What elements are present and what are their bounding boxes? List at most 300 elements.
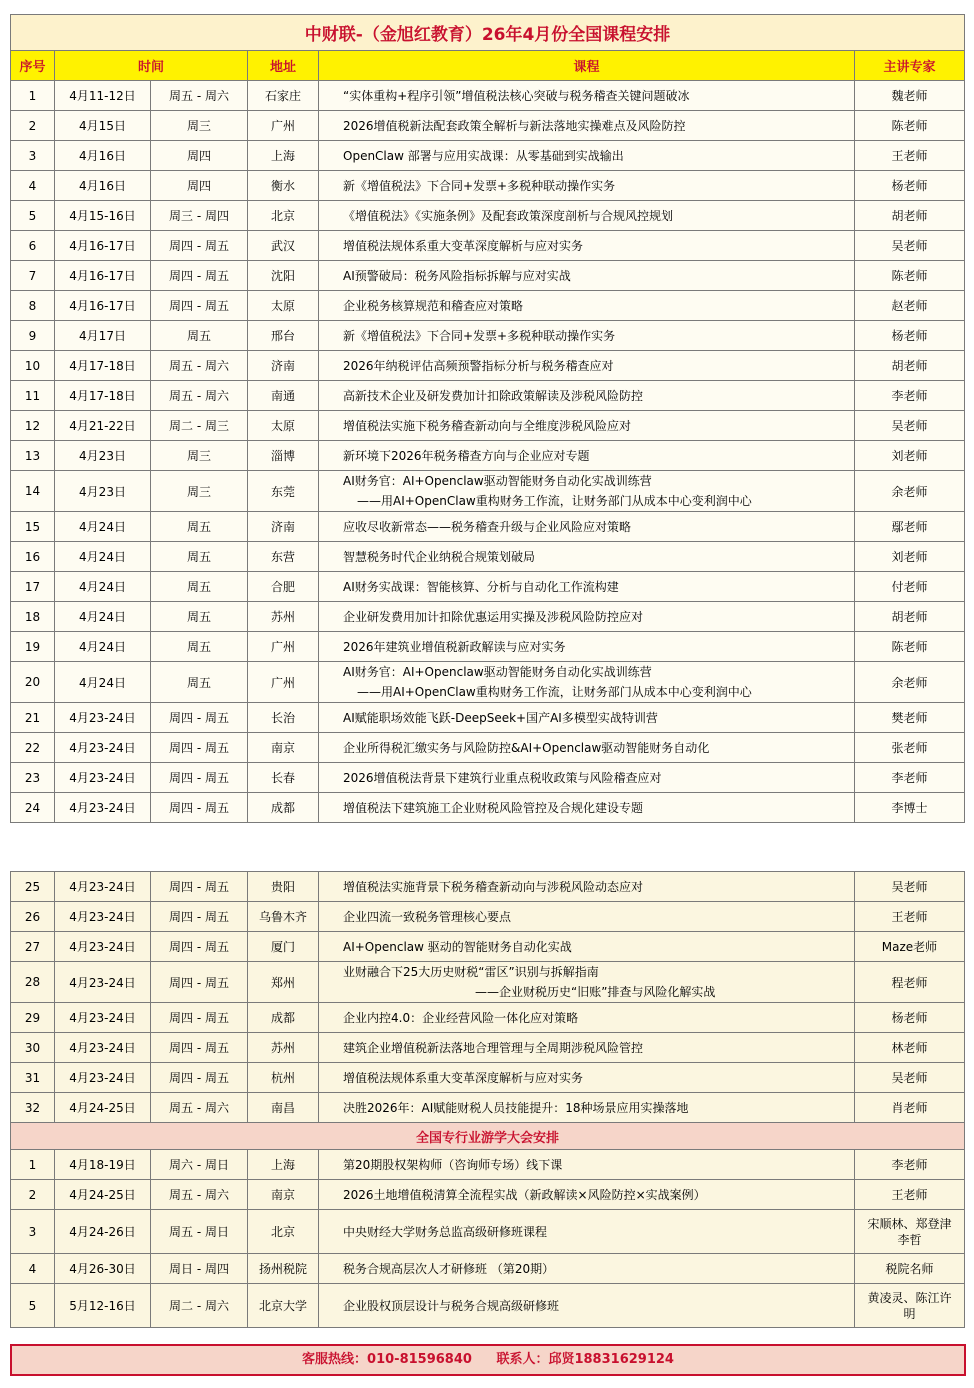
row-expert: 王老师 bbox=[855, 141, 965, 171]
row-number: 1 bbox=[11, 81, 55, 111]
row-weekday: 周六 - 周日 bbox=[151, 1150, 248, 1180]
row-expert: 陈老师 bbox=[855, 261, 965, 291]
row-address: 北京 bbox=[248, 201, 319, 231]
row-address: 东莞 bbox=[248, 471, 319, 512]
row-address: 北京 bbox=[248, 1210, 319, 1254]
row-expert: 陈老师 bbox=[855, 111, 965, 141]
row-date: 4月23-24日 bbox=[55, 1033, 151, 1063]
row-course bbox=[319, 793, 855, 823]
row-expert: Maze老师 bbox=[855, 932, 965, 962]
row-address: 广州 bbox=[248, 111, 319, 141]
course-title: 企业所得税汇缴实务与风险防控&AI+Openclaw驱动智能财务自动化 bbox=[343, 741, 710, 755]
row-course bbox=[319, 1254, 855, 1284]
course-title: AI赋能职场效能飞跃-DeepSeek+国产AI多模型实战特训营 bbox=[343, 711, 658, 725]
row-course bbox=[319, 81, 855, 111]
row-course bbox=[319, 572, 855, 602]
row-weekday: 周五 bbox=[151, 512, 248, 542]
row-weekday: 周五 - 周日 bbox=[151, 1210, 248, 1254]
row-address: 邢台 bbox=[248, 321, 319, 351]
row-date: 4月18-19日 bbox=[55, 1150, 151, 1180]
row-course bbox=[319, 1093, 855, 1123]
header-course: 课程 bbox=[319, 51, 855, 81]
course-title: 《增值税法》《实施条例》及配套政策深度剖析与合规风控规划 bbox=[343, 209, 674, 223]
row-address: 乌鲁木齐 bbox=[248, 902, 319, 932]
table-row bbox=[11, 1284, 965, 1328]
course-title: 增值税法实施背景下税务稽查新动向与涉税风险动态应对 bbox=[343, 880, 644, 894]
row-address: 厦门 bbox=[248, 932, 319, 962]
row-course bbox=[319, 542, 855, 572]
row-address: 南京 bbox=[248, 1180, 319, 1210]
row-expert: 王老师 bbox=[855, 902, 965, 932]
row-expert: 陈老师 bbox=[855, 632, 965, 662]
row-course bbox=[319, 171, 855, 201]
row-weekday: 周四 - 周五 bbox=[151, 733, 248, 763]
row-expert: 李老师 bbox=[855, 763, 965, 793]
row-weekday: 周五 bbox=[151, 321, 248, 351]
row-date: 4月24日 bbox=[55, 512, 151, 542]
header-no: 序号 bbox=[11, 51, 55, 81]
row-weekday: 周三 bbox=[151, 111, 248, 141]
table-row bbox=[11, 1003, 965, 1033]
row-expert: 黄凌灵、陈江许明 bbox=[855, 1284, 965, 1328]
row-weekday: 周四 - 周五 bbox=[151, 231, 248, 261]
row-weekday: 周四 - 周五 bbox=[151, 763, 248, 793]
row-address: 合肥 bbox=[248, 572, 319, 602]
contact-person: 联系人：邱贤18831629124 bbox=[496, 1352, 674, 1367]
table-row bbox=[11, 1254, 965, 1284]
course-title: 新《增值税法》下合同+发票+多税种联动操作实务 bbox=[343, 329, 616, 343]
row-course bbox=[319, 733, 855, 763]
row-expert: 胡老师 bbox=[855, 351, 965, 381]
row-number: 32 bbox=[11, 1093, 55, 1123]
row-expert: 余老师 bbox=[855, 471, 965, 512]
table-row bbox=[11, 962, 965, 1003]
row-number: 14 bbox=[11, 471, 55, 512]
row-expert: 肖老师 bbox=[855, 1093, 965, 1123]
table-row bbox=[11, 111, 965, 141]
row-address: 上海 bbox=[248, 141, 319, 171]
table-row bbox=[11, 733, 965, 763]
course-subtitle: ——用AI+OpenClaw重构财务工作流，让财务部门从成本中心变利润中心 bbox=[357, 494, 752, 508]
table-row bbox=[11, 291, 965, 321]
row-expert: 樊老师 bbox=[855, 703, 965, 733]
row-weekday: 周四 - 周五 bbox=[151, 1033, 248, 1063]
row-date: 4月23-24日 bbox=[55, 962, 151, 1003]
course-title: 新环境下2026年税务稽查方向与企业应对专题 bbox=[343, 449, 590, 463]
row-weekday: 周五 bbox=[151, 632, 248, 662]
row-address: 贵阳 bbox=[248, 872, 319, 902]
row-expert: 余老师 bbox=[855, 662, 965, 703]
row-address: 淄博 bbox=[248, 441, 319, 471]
header-expert: 主讲专家 bbox=[855, 51, 965, 81]
row-date: 4月16日 bbox=[55, 141, 151, 171]
row-number: 31 bbox=[11, 1063, 55, 1093]
row-expert: 刘老师 bbox=[855, 542, 965, 572]
row-address: 北京大学 bbox=[248, 1284, 319, 1328]
course-title: 中央财经大学财务总监高级研修班课程 bbox=[343, 1225, 548, 1239]
course-title: 税务合规高层次人才研修班 （第20期） bbox=[343, 1262, 555, 1276]
table-row bbox=[11, 321, 965, 351]
row-date: 4月23-24日 bbox=[55, 763, 151, 793]
row-date: 4月23-24日 bbox=[55, 1003, 151, 1033]
table-row bbox=[11, 411, 965, 441]
page-title: 中财联-（金旭红教育）26年4月份全国课程安排 bbox=[11, 15, 965, 51]
table-row bbox=[11, 512, 965, 542]
row-date: 4月16-17日 bbox=[55, 261, 151, 291]
row-expert: 吴老师 bbox=[855, 872, 965, 902]
row-weekday: 周四 - 周五 bbox=[151, 1003, 248, 1033]
row-course bbox=[319, 471, 855, 512]
row-number: 15 bbox=[11, 512, 55, 542]
row-course bbox=[319, 1180, 855, 1210]
table-row bbox=[11, 932, 965, 962]
row-number: 27 bbox=[11, 932, 55, 962]
table-row bbox=[11, 542, 965, 572]
row-address: 东营 bbox=[248, 542, 319, 572]
row-date: 4月24日 bbox=[55, 602, 151, 632]
row-number: 17 bbox=[11, 572, 55, 602]
row-course bbox=[319, 1284, 855, 1328]
course-title: 智慧税务时代企业纳税合规策划破局 bbox=[343, 550, 536, 564]
row-course bbox=[319, 111, 855, 141]
row-expert: 胡老师 bbox=[855, 201, 965, 231]
course-title: 2026增值税法背景下建筑行业重点税收政策与风险稽查应对 bbox=[343, 771, 662, 785]
row-date: 5月12-16日 bbox=[55, 1284, 151, 1328]
row-date: 4月24-25日 bbox=[55, 1180, 151, 1210]
course-title: 增值税法规体系重大变革深度解析与应对实务 bbox=[343, 1071, 584, 1085]
table-row bbox=[11, 793, 965, 823]
row-expert: 宋顺林、郑登津李哲 bbox=[855, 1210, 965, 1254]
table-row bbox=[11, 231, 965, 261]
row-number: 19 bbox=[11, 632, 55, 662]
course-subtitle: ——企业财税历史“旧账”排查与风险化解实战 bbox=[475, 985, 716, 999]
row-date: 4月11-12日 bbox=[55, 81, 151, 111]
row-address: 苏州 bbox=[248, 1033, 319, 1063]
row-address: 衡水 bbox=[248, 171, 319, 201]
row-expert: 杨老师 bbox=[855, 1003, 965, 1033]
row-number: 25 bbox=[11, 872, 55, 902]
contact-footer bbox=[10, 1344, 966, 1376]
row-address: 长治 bbox=[248, 703, 319, 733]
row-weekday: 周四 bbox=[151, 171, 248, 201]
row-date: 4月23-24日 bbox=[55, 1063, 151, 1093]
row-number: 4 bbox=[11, 1254, 55, 1284]
table-row bbox=[11, 1210, 965, 1254]
table-row bbox=[11, 1033, 965, 1063]
table-row bbox=[11, 632, 965, 662]
course-title: 2026土地增值税清算全流程实战（新政解读×风险防控×实战案例） bbox=[343, 1188, 706, 1202]
row-weekday: 周五 - 周六 bbox=[151, 81, 248, 111]
row-date: 4月21-22日 bbox=[55, 411, 151, 441]
course-subtitle: ——用AI+OpenClaw重构财务工作流，让财务部门从成本中心变利润中心 bbox=[357, 685, 752, 699]
table-row bbox=[11, 1150, 965, 1180]
row-date: 4月23-24日 bbox=[55, 793, 151, 823]
row-expert: 李老师 bbox=[855, 1150, 965, 1180]
course-title: 企业研发费用加计扣除优惠运用实操及涉税风险防控应对 bbox=[343, 610, 644, 624]
row-address: 成都 bbox=[248, 1003, 319, 1033]
row-date: 4月26-30日 bbox=[55, 1254, 151, 1284]
row-expert: 赵老师 bbox=[855, 291, 965, 321]
row-course bbox=[319, 351, 855, 381]
row-number: 18 bbox=[11, 602, 55, 632]
row-address: 郑州 bbox=[248, 962, 319, 1003]
row-weekday: 周五 - 周六 bbox=[151, 351, 248, 381]
table-row bbox=[11, 703, 965, 733]
row-number: 8 bbox=[11, 291, 55, 321]
row-date: 4月17日 bbox=[55, 321, 151, 351]
row-course bbox=[319, 381, 855, 411]
row-expert: 吴老师 bbox=[855, 231, 965, 261]
table-row bbox=[11, 171, 965, 201]
row-address: 济南 bbox=[248, 351, 319, 381]
table-row bbox=[11, 141, 965, 171]
row-weekday: 周四 - 周五 bbox=[151, 261, 248, 291]
row-expert: 吴老师 bbox=[855, 411, 965, 441]
row-course bbox=[319, 261, 855, 291]
row-course bbox=[319, 703, 855, 733]
row-weekday: 周二 - 周三 bbox=[151, 411, 248, 441]
row-number: 20 bbox=[11, 662, 55, 703]
course-title: 企业四流一致税务管理核心要点 bbox=[343, 910, 512, 924]
row-address: 石家庄 bbox=[248, 81, 319, 111]
row-weekday: 周四 - 周五 bbox=[151, 962, 248, 1003]
table-row bbox=[11, 602, 965, 632]
row-expert: 魏老师 bbox=[855, 81, 965, 111]
course-title: 新《增值税法》下合同+发票+多税种联动操作实务 bbox=[343, 179, 616, 193]
row-number: 1 bbox=[11, 1150, 55, 1180]
row-weekday: 周五 bbox=[151, 602, 248, 632]
row-expert: 鄢老师 bbox=[855, 512, 965, 542]
row-course bbox=[319, 902, 855, 932]
row-date: 4月16-17日 bbox=[55, 291, 151, 321]
row-date: 4月23-24日 bbox=[55, 703, 151, 733]
row-course bbox=[319, 141, 855, 171]
row-address: 武汉 bbox=[248, 231, 319, 261]
course-title: 企业内控4.0：企业经营风险一体化应对策略 bbox=[343, 1011, 579, 1025]
row-expert: 林老师 bbox=[855, 1033, 965, 1063]
row-weekday: 周四 - 周五 bbox=[151, 793, 248, 823]
header-time: 时间 bbox=[55, 51, 248, 81]
row-number: 26 bbox=[11, 902, 55, 932]
row-course bbox=[319, 763, 855, 793]
row-weekday: 周五 bbox=[151, 662, 248, 703]
row-weekday: 周四 - 周五 bbox=[151, 1063, 248, 1093]
course-title: AI财务官：AI+Openclaw驱动智能财务自动化实战训练营 bbox=[343, 474, 652, 488]
row-weekday: 周五 - 周六 bbox=[151, 381, 248, 411]
table-row bbox=[11, 902, 965, 932]
row-number: 29 bbox=[11, 1003, 55, 1033]
row-weekday: 周日 - 周四 bbox=[151, 1254, 248, 1284]
row-address: 广州 bbox=[248, 632, 319, 662]
row-number: 11 bbox=[11, 381, 55, 411]
course-title: 决胜2026年：AI赋能财税人员技能提升：18种场景应用实操落地 bbox=[343, 1101, 689, 1115]
row-address: 沈阳 bbox=[248, 261, 319, 291]
table-row bbox=[11, 872, 965, 902]
row-address: 太原 bbox=[248, 411, 319, 441]
row-expert: 张老师 bbox=[855, 733, 965, 763]
row-course bbox=[319, 1210, 855, 1254]
row-date: 4月24日 bbox=[55, 662, 151, 703]
row-course bbox=[319, 662, 855, 703]
row-course bbox=[319, 231, 855, 261]
row-expert: 税院名师 bbox=[855, 1254, 965, 1284]
course-title: AI财务实战课：智能核算、分析与自动化工作流构建 bbox=[343, 580, 619, 594]
row-number: 7 bbox=[11, 261, 55, 291]
row-number: 24 bbox=[11, 793, 55, 823]
row-course bbox=[319, 441, 855, 471]
row-course bbox=[319, 1033, 855, 1063]
row-weekday: 周四 - 周五 bbox=[151, 902, 248, 932]
row-weekday: 周五 - 周六 bbox=[151, 1093, 248, 1123]
row-expert: 刘老师 bbox=[855, 441, 965, 471]
course-title: 增值税法实施下税务稽查新动向与全维度涉税风险应对 bbox=[343, 419, 632, 433]
table-row bbox=[11, 471, 965, 512]
row-date: 4月24-25日 bbox=[55, 1093, 151, 1123]
row-weekday: 周四 - 周五 bbox=[151, 932, 248, 962]
row-expert: 李老师 bbox=[855, 381, 965, 411]
row-course bbox=[319, 962, 855, 1003]
table-row bbox=[11, 381, 965, 411]
course-title: 应收尽收新常态——税务稽查升级与企业风险应对策略 bbox=[343, 520, 632, 534]
row-address: 南通 bbox=[248, 381, 319, 411]
row-date: 4月23-24日 bbox=[55, 872, 151, 902]
row-date: 4月16-17日 bbox=[55, 231, 151, 261]
row-number: 5 bbox=[11, 1284, 55, 1328]
course-title: AI财务官：AI+Openclaw驱动智能财务自动化实战训练营 bbox=[343, 665, 652, 679]
row-course bbox=[319, 291, 855, 321]
row-weekday: 周四 - 周五 bbox=[151, 703, 248, 733]
row-weekday: 周五 bbox=[151, 542, 248, 572]
row-number: 2 bbox=[11, 111, 55, 141]
row-date: 4月16日 bbox=[55, 171, 151, 201]
row-expert: 程老师 bbox=[855, 962, 965, 1003]
table-row bbox=[11, 1180, 965, 1210]
row-course bbox=[319, 1063, 855, 1093]
course-title: “实体重构+程序引领”增值税法核心突破与税务稽查关键问题破冰 bbox=[343, 89, 690, 103]
course-title: 2026年纳税评估高频预警指标分析与税务稽查应对 bbox=[343, 359, 614, 373]
row-address: 南昌 bbox=[248, 1093, 319, 1123]
row-number: 21 bbox=[11, 703, 55, 733]
row-address: 上海 bbox=[248, 1150, 319, 1180]
row-number: 22 bbox=[11, 733, 55, 763]
course-title: 业财融合下25大历史财税“雷区”识别与拆解指南 bbox=[343, 965, 599, 979]
row-date: 4月24日 bbox=[55, 542, 151, 572]
row-course bbox=[319, 872, 855, 902]
row-expert: 吴老师 bbox=[855, 1063, 965, 1093]
row-address: 太原 bbox=[248, 291, 319, 321]
row-date: 4月24日 bbox=[55, 572, 151, 602]
table-row bbox=[11, 662, 965, 703]
table-row bbox=[11, 201, 965, 231]
course-title: 增值税法下建筑施工企业财税风险管控及合规化建设专题 bbox=[343, 801, 644, 815]
course-title: 企业股权顶层设计与税务合规高级研修班 bbox=[343, 1299, 560, 1313]
row-course bbox=[319, 632, 855, 662]
row-date: 4月23-24日 bbox=[55, 932, 151, 962]
course-title: 高新技术企业及研发费加计扣除政策解读及涉税风险防控 bbox=[343, 389, 644, 403]
row-number: 12 bbox=[11, 411, 55, 441]
row-number: 2 bbox=[11, 1180, 55, 1210]
row-number: 10 bbox=[11, 351, 55, 381]
row-expert: 胡老师 bbox=[855, 602, 965, 632]
row-weekday: 周四 - 周五 bbox=[151, 872, 248, 902]
row-number: 4 bbox=[11, 171, 55, 201]
row-number: 3 bbox=[11, 1210, 55, 1254]
row-address: 长春 bbox=[248, 763, 319, 793]
row-date: 4月24-26日 bbox=[55, 1210, 151, 1254]
table-row bbox=[11, 81, 965, 111]
course-title: 建筑企业增值税新法落地合理管理与全周期涉税风险管控 bbox=[343, 1041, 644, 1055]
row-date: 4月17-18日 bbox=[55, 351, 151, 381]
row-date: 4月23-24日 bbox=[55, 733, 151, 763]
table-row bbox=[11, 261, 965, 291]
row-number: 28 bbox=[11, 962, 55, 1003]
row-address: 成都 bbox=[248, 793, 319, 823]
row-course bbox=[319, 512, 855, 542]
course-title: 2026增值税新法配套政策全解析与新法落地实操难点及风险防控 bbox=[343, 119, 686, 133]
course-title: 第20期股权架构师（咨询师专场）线下课 bbox=[343, 1158, 563, 1172]
row-course bbox=[319, 321, 855, 351]
row-address: 杭州 bbox=[248, 1063, 319, 1093]
row-date: 4月15日 bbox=[55, 111, 151, 141]
row-address: 苏州 bbox=[248, 602, 319, 632]
row-course bbox=[319, 932, 855, 962]
row-course bbox=[319, 201, 855, 231]
table-row bbox=[11, 441, 965, 471]
row-weekday: 周四 - 周五 bbox=[151, 291, 248, 321]
table-row bbox=[11, 572, 965, 602]
row-date: 4月15-16日 bbox=[55, 201, 151, 231]
course-title: OpenClaw 部署与应用实战课：从零基础到实战输出 bbox=[343, 149, 624, 163]
row-weekday: 周三 bbox=[151, 471, 248, 512]
row-expert: 付老师 bbox=[855, 572, 965, 602]
row-expert: 王老师 bbox=[855, 1180, 965, 1210]
row-expert: 杨老师 bbox=[855, 171, 965, 201]
row-date: 4月23日 bbox=[55, 441, 151, 471]
course-title: AI预警破局：税务风险指标拆解与应对实战 bbox=[343, 269, 571, 283]
row-number: 5 bbox=[11, 201, 55, 231]
row-address: 南京 bbox=[248, 733, 319, 763]
table-row bbox=[11, 1063, 965, 1093]
row-weekday: 周五 bbox=[151, 572, 248, 602]
course-title: 增值税法规体系重大变革深度解析与应对实务 bbox=[343, 239, 584, 253]
row-number: 23 bbox=[11, 763, 55, 793]
row-address: 扬州税院 bbox=[248, 1254, 319, 1284]
row-expert: 李博士 bbox=[855, 793, 965, 823]
row-weekday: 周四 bbox=[151, 141, 248, 171]
row-weekday: 周五 - 周六 bbox=[151, 1180, 248, 1210]
row-number: 3 bbox=[11, 141, 55, 171]
row-number: 9 bbox=[11, 321, 55, 351]
row-course bbox=[319, 1150, 855, 1180]
row-course bbox=[319, 411, 855, 441]
row-date: 4月23-24日 bbox=[55, 902, 151, 932]
row-address: 广州 bbox=[248, 662, 319, 703]
row-address: 济南 bbox=[248, 512, 319, 542]
row-weekday: 周三 - 周四 bbox=[151, 201, 248, 231]
course-title: 企业税务核算规范和稽查应对策略 bbox=[343, 299, 524, 313]
course-title: 2026年建筑业增值税新政解读与应对实务 bbox=[343, 640, 566, 654]
row-date: 4月24日 bbox=[55, 632, 151, 662]
section-title: 全国专行业游学大会安排 bbox=[11, 1123, 965, 1150]
hotline: 客服热线：010-81596840 bbox=[302, 1352, 472, 1367]
table-row bbox=[11, 351, 965, 381]
table-row bbox=[11, 1093, 965, 1123]
row-date: 4月23日 bbox=[55, 471, 151, 512]
schedule-table-1 bbox=[10, 14, 965, 823]
row-date: 4月17-18日 bbox=[55, 381, 151, 411]
row-number: 6 bbox=[11, 231, 55, 261]
schedule-table-2 bbox=[10, 871, 965, 1328]
